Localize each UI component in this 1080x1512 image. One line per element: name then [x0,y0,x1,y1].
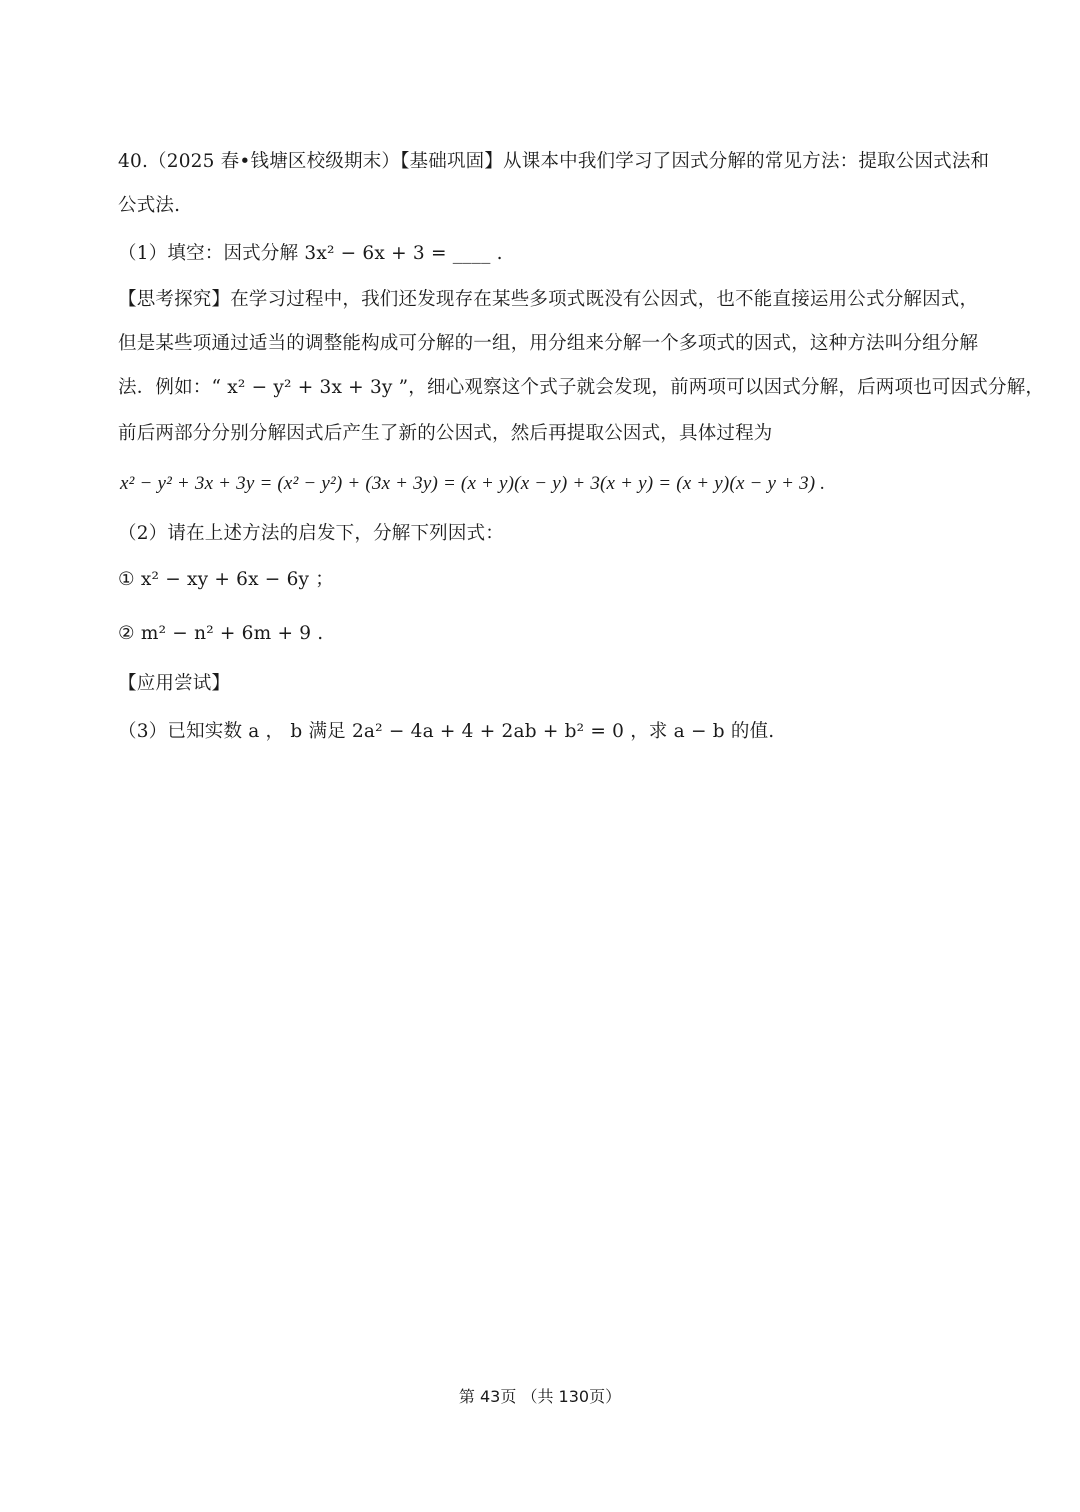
explore-paragraph-line-4: 前后两部分分别分解因式后产生了新的公因式，然后再提取公因式，具体过程为 [118,423,773,444]
part-2-item-2: ② m² − n² + 6m + 9 . [118,623,324,644]
part-2-item-1: ① x² − xy + 6x − 6y ； [118,569,334,590]
explore-paragraph-line-3: 法．例如：“ x² − y² + 3x + 3y ”，细心观察这个式子就会发现，前两项可以因式分解，后两项也可因式分解， [118,377,1045,398]
part-2-instruction: （2）请在上述方法的启发下，分解下列因式： [118,523,504,544]
apply-heading: 【应用尝试】 [118,673,231,694]
part-1-fill-blank: （1）填空：因式分解 3x² − 6x + 3 = ____ . [118,243,503,264]
part-3-question: （3）已知实数 a ， b 满足 2a² − 4a + 4 + 2ab + b² = 0 ，求 a − b 的值. [118,721,775,742]
explore-paragraph-line-1: 【思考探究】在学习过程中，我们还发现存在某些多项式既没有公因式，也不能直接运用公式分解因式， [118,289,979,310]
page-footer: 第 43页 （共 130页） [458,1387,622,1406]
example-equation: x² − y² + 3x + 3y = (x² − y²) + (3x + 3y) = (x + y)(x − y) + 3(x + y) = (x + y)(x − y + 3) . [120,473,826,494]
question-stem-line-1: 40.（2025 春•钱塘区校级期末）【基础巩固】从课本中我们学习了因式分解的常见方法：提取公因式法和 [118,151,990,172]
explore-paragraph-line-2: 但是某些项通过适当的调整能构成可分解的一组，用分组来分解一个多项式的因式，这种方法叫分组分解 [118,333,979,354]
question-stem-line-2: 公式法. [118,195,181,216]
